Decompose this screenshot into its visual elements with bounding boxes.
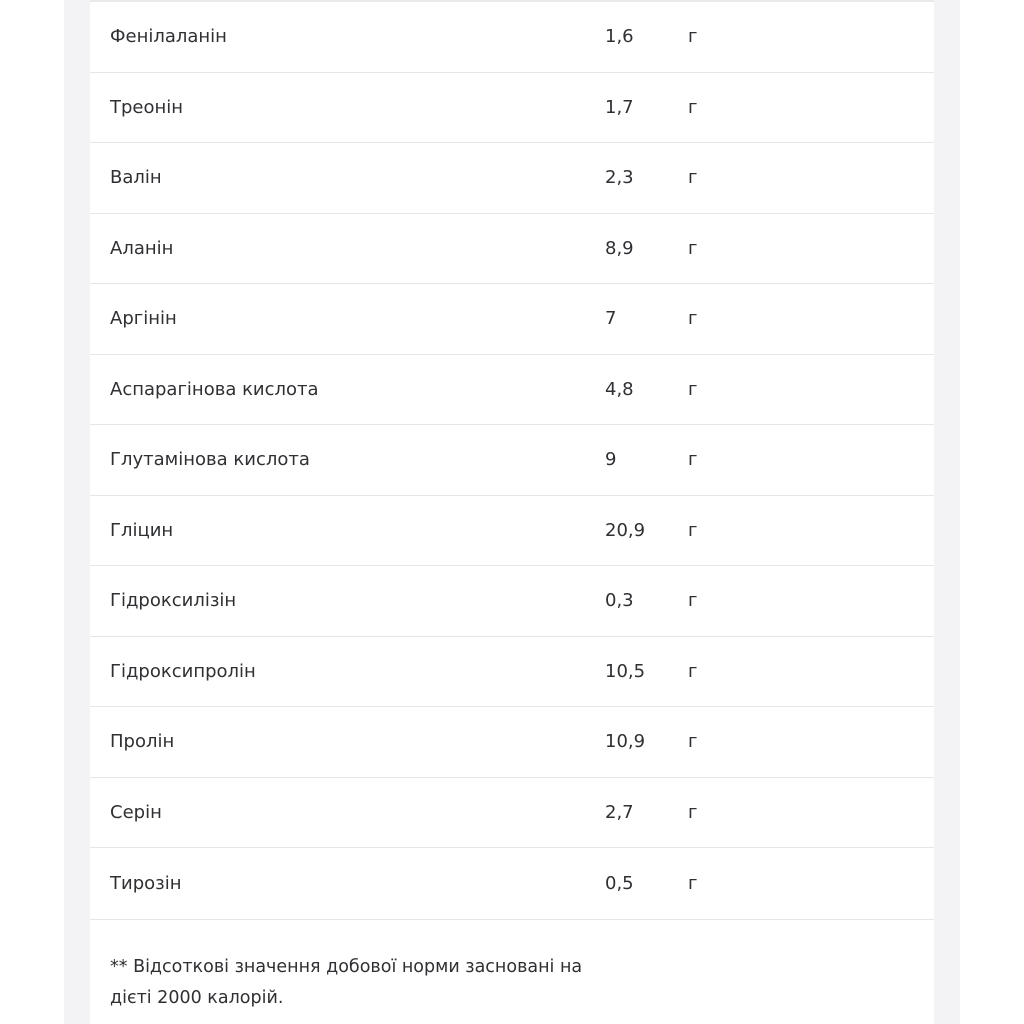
nutrient-unit: г [688, 872, 698, 894]
table-row [90, 2, 934, 73]
table-row [90, 848, 934, 920]
nutrient-rows [90, 2, 934, 920]
nutrient-amount: 8,9 [605, 237, 634, 259]
table-row [90, 566, 934, 637]
table-row [90, 284, 934, 355]
nutrient-unit: г [688, 731, 698, 753]
nutrition-table [90, 0, 934, 1024]
nutrient-amount: 9 [605, 449, 617, 471]
nutrient-amount: 1,7 [605, 96, 634, 118]
nutrient-amount: 20,9 [605, 519, 646, 541]
table-row [90, 637, 934, 708]
nutrient-amount: 4,8 [605, 378, 634, 400]
nutrient-name: Пролін [110, 731, 175, 753]
nutrient-name: Аргінін [110, 308, 177, 330]
table-row [90, 496, 934, 567]
nutrient-unit: г [688, 26, 698, 48]
nutrient-name: Аспарагінова кислота [110, 378, 319, 400]
table-row [90, 214, 934, 285]
nutrient-unit: г [688, 167, 698, 189]
nutrient-unit: г [688, 308, 698, 330]
nutrient-name: Аланін [110, 237, 174, 259]
nutrient-unit: г [688, 660, 698, 682]
nutrient-amount: 2,3 [605, 167, 634, 189]
table-row [90, 143, 934, 214]
nutrient-amount: 10,5 [605, 660, 646, 682]
nutrient-name: Гідроксипролін [110, 660, 256, 682]
table-row [90, 425, 934, 496]
table-row [90, 778, 934, 849]
nutrient-unit: г [688, 237, 698, 259]
nutrient-name: Тирозін [110, 872, 182, 894]
nutrient-unit: г [688, 378, 698, 400]
nutrient-unit: г [688, 449, 698, 471]
nutrient-amount: 0,3 [605, 590, 634, 612]
nutrient-amount: 7 [605, 308, 617, 330]
nutrient-amount: 10,9 [605, 731, 646, 753]
nutrient-name: Гідроксилізін [110, 590, 237, 612]
nutrient-unit: г [688, 519, 698, 541]
nutrient-amount: 0,5 [605, 872, 634, 894]
nutrient-amount: 1,6 [605, 26, 634, 48]
daily-value-footnote: ** Відсоткові значення добової норми засновані на дієті 2000 калорій. [110, 957, 583, 1008]
table-row [90, 707, 934, 778]
table-row [90, 73, 934, 144]
table-row [90, 355, 934, 426]
nutrient-name: Глутамінова кислота [110, 449, 310, 471]
nutrient-name: Треонін [110, 96, 184, 118]
nutrient-unit: г [688, 801, 698, 823]
nutrient-name: Гліцин [110, 519, 174, 541]
nutrient-name: Серін [110, 801, 162, 823]
nutrient-name: Фенілаланін [110, 26, 227, 48]
nutrient-name: Валін [110, 167, 162, 189]
nutrient-unit: г [688, 590, 698, 612]
nutrient-unit: г [688, 96, 698, 118]
nutrient-amount: 2,7 [605, 801, 634, 823]
